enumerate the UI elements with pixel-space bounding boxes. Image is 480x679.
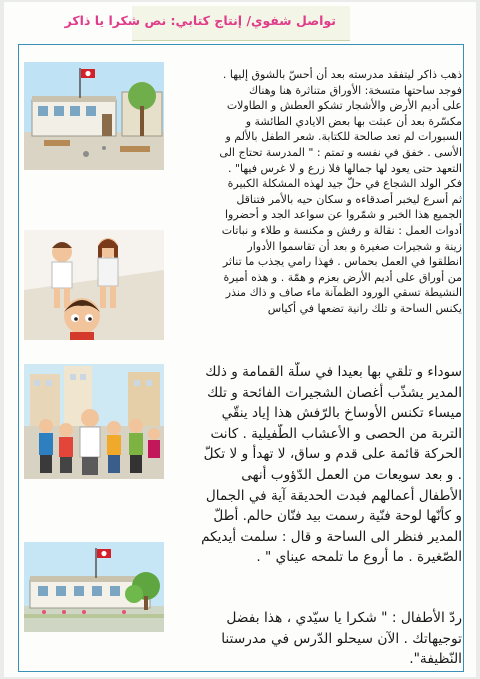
text-line: من أوراق على أديم الأرض بعزم و همّة . و هذه أميرة <box>223 270 462 284</box>
clean-school-illustration <box>24 542 164 632</box>
text-line: يكنس الساحة و تلك رانية تضعها في أكياس <box>267 301 462 315</box>
text-line: الجميع هذا الخبر و شمّروا عن سواعد الجد و أحضروا <box>224 208 462 222</box>
text-line: ذهب ذاكر ليتفقد مدرسته بعد أن أحسّ بالشوق إليها . <box>222 68 462 81</box>
text-line: الأطفال أعمالهم فبدت الحديقة آية في الجمال <box>205 487 462 504</box>
text-line: السبورات لم تعد صالحة للكتابة. شعر الطفل بالألم و <box>225 130 462 144</box>
header-bar <box>64 6 350 41</box>
text-line: التربة من الحصى و الأعشاب الطّفيلية . كانت <box>210 425 462 442</box>
text-line: الحركة قائمة على قدم و ساق، لا تهدأ و لا تكلّ <box>203 446 462 463</box>
text-line: . و بعد سويعات من العمل الدّؤوب أنهى <box>241 466 462 483</box>
children-talking-illustration <box>24 230 164 340</box>
text-line: ردّ الأطفال : " شكرا يا سيّدي ، هذا بفضل <box>226 610 462 626</box>
text-line: التعهد حتى يعود لها جمالها فلا زرع و لا غرس فيها" . <box>227 161 462 175</box>
text-line: توجيهاتك . الآن سيحلو الدّرس في مدرستنا <box>221 630 462 647</box>
text-line: زينة و شجيرات صغيرة و بعد أن تقاسموا الأدوار <box>247 239 462 253</box>
text-line: المدير فنظر الى الساحة و قال : سلمت أيديكم <box>201 528 462 545</box>
text-line: فوجد ساحتها متسخة: الأوراق متناثرة هنا وهناك <box>249 83 462 97</box>
group-with-director-illustration <box>24 364 164 479</box>
text-line: مكسّرة بعد أن عبثت بها بعض الايادي الطائشة و <box>245 114 462 128</box>
text-line: النّظيفة". <box>409 651 462 667</box>
story-paragraph-3 <box>148 608 462 670</box>
page-title: تواصل شفوي/ إنتاج كتابي: نص شكرا يا ذاكر <box>64 13 336 28</box>
text-line: المدير يشذّب أغصان الشجيرات الفائحة و تلك <box>207 384 462 401</box>
text-line: فكر الولد الشجاع في حلّ جيد لهذه المشكلة الكبيرة <box>227 177 462 191</box>
school-yard-illustration <box>24 62 164 170</box>
text-line: ثم أسرع ليخبر أصدقاءه و سكان حيه بالأمر فتناقل <box>236 192 462 206</box>
text-line: ميساء تكنس الأوساخ بالرّفش هذا إياد ينقّي <box>221 405 462 422</box>
story-paragraph-1 <box>148 67 462 317</box>
text-line: على أديم الأرض والأشجار تشكو العطش و الطاولات <box>226 99 462 113</box>
text-line: انطلقوا في العمل بحماس . فهذا رامي يجذب ما تناثر <box>222 255 462 269</box>
text-line: و كأنّها لوحة فنّية رسمت بيد فنّان حالم. أطلّ <box>213 508 462 525</box>
text-line: الأسى . خفق في نفسه و تمتم : " المدرسة تحتاج الى <box>219 145 462 159</box>
story-paragraph-2 <box>148 362 462 568</box>
text-line: أدوات العمل : نقالة و رفش و مكنسة و طلاء و نباتات <box>221 223 462 237</box>
text-line: النشيطة تسقي الورود الظمآنة ماء صاف و ذاك منذر <box>225 286 462 300</box>
text-line: سوداء و تلقي بها بعيدا في سلّة القمامة و ذلك <box>205 364 462 380</box>
worksheet-page <box>4 2 476 677</box>
text-line: الصّغيرة . ما أروع ما تلمحه عيناي " . <box>256 549 462 566</box>
